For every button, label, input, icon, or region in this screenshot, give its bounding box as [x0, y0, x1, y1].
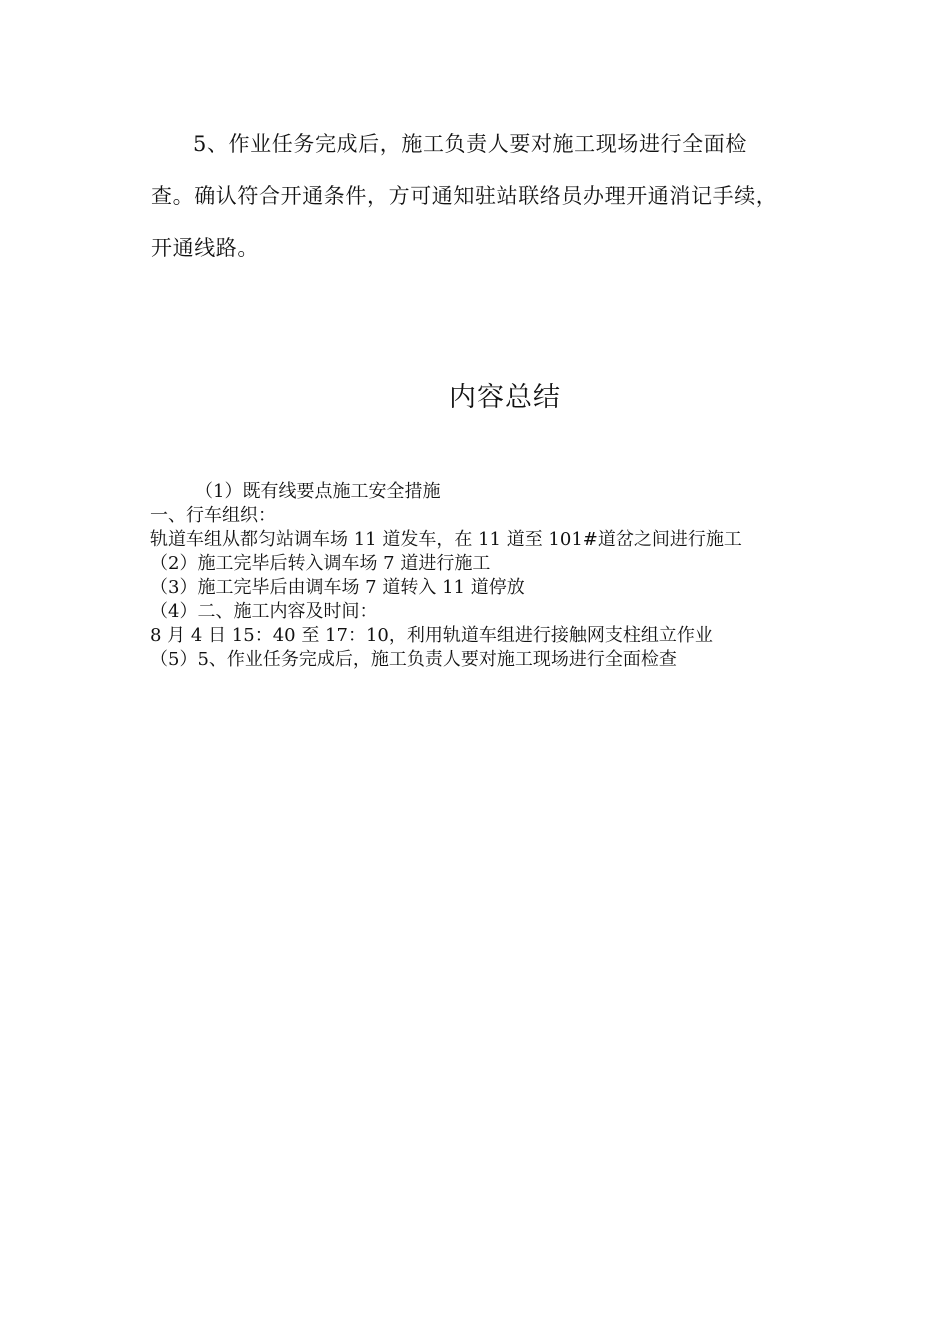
paragraph-line: 开通线路。 [151, 236, 259, 260]
summary-item: 一、行车组织： [150, 505, 276, 526]
summary-item: （4）二、施工内容及时间： [150, 601, 378, 622]
paragraph-line: 5、作业任务完成后，施工负责人要对施工现场进行全面检 [193, 132, 747, 156]
summary-item: （5）5、作业任务完成后，施工负责人要对施工现场进行全面检查 [150, 649, 677, 670]
paragraph-line: 查。确认符合开通条件，方可通知驻站联络员办理开通消记手续， [151, 184, 778, 208]
summary-item: （1）既有线要点施工安全措施 [195, 481, 441, 502]
summary-title: 内容总结 [449, 382, 561, 413]
summary-item: 8 月 4 日 15：40 至 17：10，利用轨道车组进行接触网支柱组立作业 [150, 625, 713, 646]
summary-list [150, 480, 810, 672]
body-paragraph [151, 118, 801, 274]
summary-item: （3）施工完毕后由调车场 7 道转入 11 道停放 [150, 577, 525, 598]
summary-item: 轨道车组从都匀站调车场 11 道发车，在 11 道至 101#道岔之间进行施工 [150, 529, 742, 550]
summary-item: （2）施工完毕后转入调车场 7 道进行施工 [150, 553, 491, 574]
